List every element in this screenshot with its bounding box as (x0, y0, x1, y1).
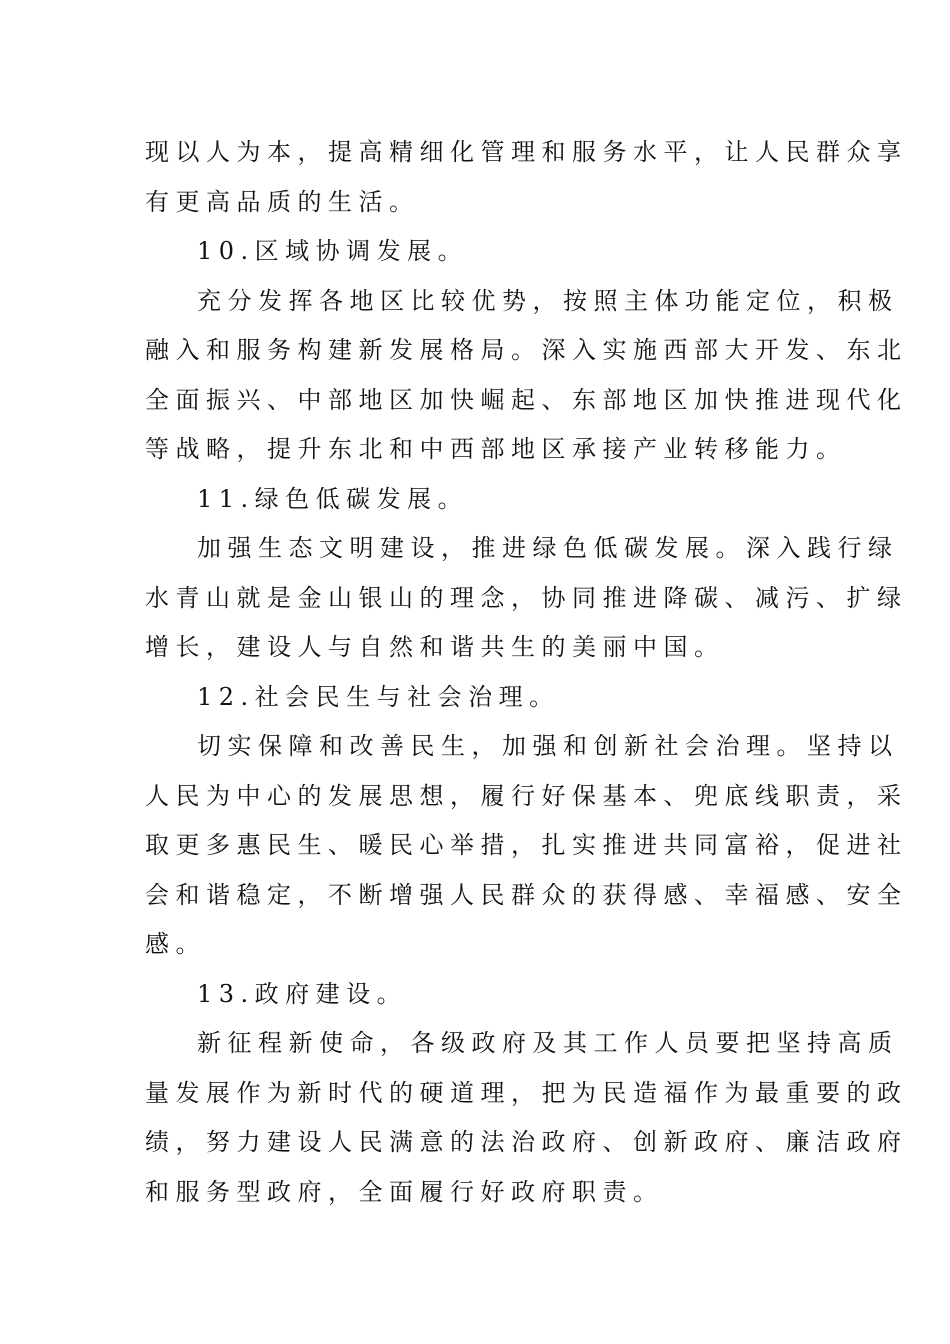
paragraph-first-line: 充分发挥各地区比较优势，按照主体功能定位，积极 (197, 286, 899, 315)
document-page (145, 128, 908, 1217)
section-heading: 10.区域协调发展。 (197, 237, 469, 265)
body-line: 和服务型政府，全面履行好政府职责。 (145, 1177, 664, 1206)
paragraph-first-line: 切实保障和改善民生，加强和创新社会治理。坚持以 (197, 732, 899, 760)
body-line: 现以人为本，提高精细化管理和服务水平，让人民群众享 (145, 138, 908, 166)
body-line: 等战略，提升东北和中西部地区承接产业转移能力。 (145, 435, 847, 463)
body-line: 全面振兴、中部地区加快崛起、东部地区加快推进现代化 (145, 385, 908, 414)
paragraph-first-line: 新征程新使命，各级政府及其工作人员要把坚持高质 (197, 1029, 899, 1057)
body-line: 绩，努力建设人民满意的法治政府、创新政府、廉洁政府 (145, 1128, 908, 1156)
body-line: 取更多惠民生、暖民心举措，扎实推进共同富裕，促进社 (145, 831, 908, 859)
body-line: 人民为中心的发展思想，履行好保基本、兜底线职责，采 (145, 781, 908, 810)
body-line: 融入和服务构建新发展格局。深入实施西部大开发、东北 (145, 336, 908, 364)
body-line: 增长，建设人与自然和谐共生的美丽中国。 (145, 633, 725, 661)
body-line: 会和谐稳定，不断增强人民群众的获得感、幸福感、安全 (145, 880, 908, 909)
paragraph-first-line: 加强生态文明建设，推进绿色低碳发展。深入践行绿 (197, 534, 899, 562)
body-line: 水青山就是金山银山的理念，协同推进降碳、减污、扩绿 (145, 583, 908, 612)
section-heading: 12.社会民生与社会治理。 (197, 682, 560, 711)
section-heading: 13.政府建设。 (197, 979, 408, 1008)
body-line: 有更高品质的生活。 (145, 187, 420, 216)
body-line: 量发展作为新时代的硬道理，把为民造福作为最重要的政 (145, 1078, 908, 1107)
body-line: 感。 (145, 930, 206, 958)
section-heading: 11.绿色低碳发展。 (197, 484, 469, 513)
